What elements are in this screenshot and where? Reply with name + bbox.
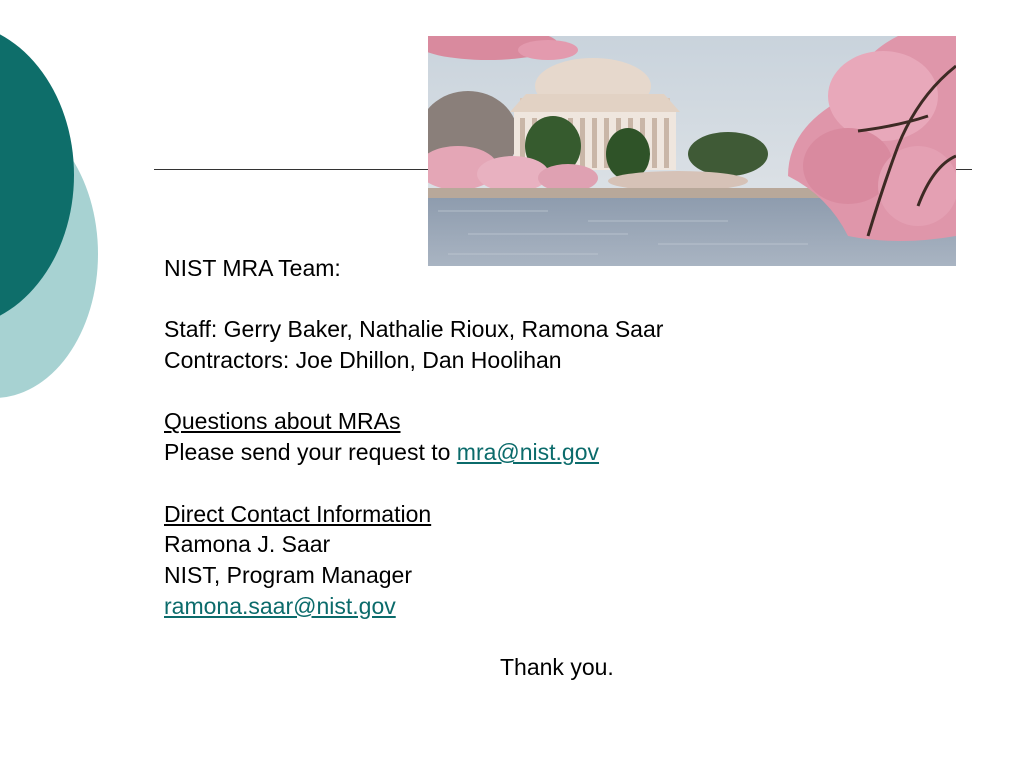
slide-body: [164, 253, 964, 621]
thank-you-text: Thank you.: [500, 654, 614, 680]
mra-email-link[interactable]: mra@nist.gov: [456, 439, 600, 466]
contractors-line: Contractors: Joe Dhillon, Dan Hoolihan: [164, 347, 562, 374]
contact-heading: Direct Contact Information: [164, 500, 432, 527]
team-heading: NIST MRA Team:: [164, 255, 341, 281]
jefferson-memorial-cherry-blossom-photo: [428, 36, 956, 266]
contact-title: NIST, Program Manager: [164, 561, 412, 588]
staff-line: Staff: Gerry Baker, Nathalie Rioux, Ramona Saar: [164, 316, 664, 343]
request-line: [164, 437, 964, 468]
questions-heading: Questions about MRAs: [164, 408, 401, 435]
contact-name: Ramona J. Saar: [164, 531, 331, 558]
request-text: Please send your request to: [164, 439, 457, 466]
contact-email-link[interactable]: ramona.saar@nist.gov: [164, 592, 396, 619]
